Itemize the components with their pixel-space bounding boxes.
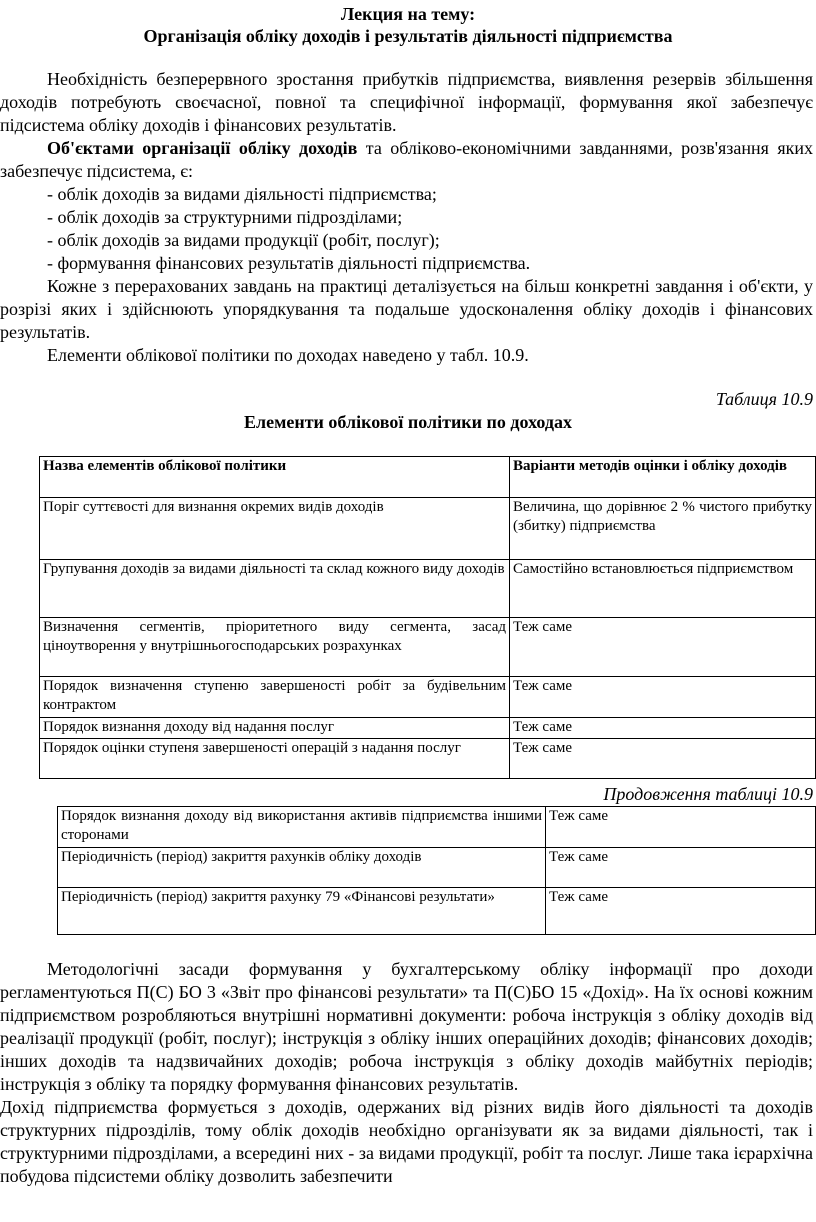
table-row xyxy=(58,807,816,848)
lecture-label: Лекция на тему: xyxy=(340,4,476,24)
table-label: Таблиця 10.9 xyxy=(715,389,813,409)
outro-paragraph-2: Дохід підприємства формується з доходів, одержаних від різних видів його діяльності та доходів структурних підрозділів, тому облік доходів необхідно організувати як за видами діяльності, так і структурними підрозділами, а всередині них - за видами продукції, робіт та послуг. Лише така ієрархічна побудова підсистеми обліку дозволить забезпечити xyxy=(0,1097,813,1186)
outro-paragraph-1: Методологічні засади формування у бухгалтерському обліку інформації про доходи регламентуються П(С) БО 3 «Звіт про фінансові результати» та П(С)БО 15 «Дохід». На їх основі кожним підприємством розробляються внутрішні нормативні документи: робоча інструкція з обліку доходів від реалізації продукції (робіт, послуг); інструкція з обліку інших операційних доходів; фінансових доходів; інших доходів та надзвичайних доходів; робоча інструкція з обліку доходів майбутніх періодів; інструкція з обліку та порядку формування фінансових результатів. xyxy=(0,959,813,1094)
table-cell: Теж саме xyxy=(510,718,816,739)
table-cell: Періодичність (період) закриття рахунків обліку доходів xyxy=(58,848,546,888)
table-cell: Групування доходів за видами діяльності та склад кожного виду доходів xyxy=(40,560,510,618)
table-title: Елементи облікової політики по доходах xyxy=(244,412,572,432)
intro-paragraph-1: Необхідність безперервного зростання прибутків підприємства, виявлення резервів збільшення доходів потребують своєчасної, повної та специфічної інформації, формування якої забезпечує підсистема обліку доходів і фінансових результатів. xyxy=(0,69,813,135)
table-cell: Теж саме xyxy=(546,848,816,888)
table-row xyxy=(40,718,816,739)
table-row xyxy=(58,848,816,888)
table-cell: Теж саме xyxy=(510,739,816,779)
objects-bold-phrase: Об'єктами організації обліку доходів xyxy=(47,138,358,158)
table-cell: Поріг суттєвості для визнання окремих видів доходів xyxy=(40,498,510,560)
objects-rest: та обліково-економічними завданнями, розв'язання яких забезпечує підсистема, є: xyxy=(0,138,813,181)
table-row xyxy=(40,618,816,677)
list-item: - формування фінансових результатів діяльності підприємства. xyxy=(47,253,531,273)
list-item: - облік доходів за видами діяльності підприємства; xyxy=(47,184,437,204)
policy-table-continuation xyxy=(57,806,816,935)
table-row xyxy=(58,888,816,935)
list-item: - облік доходів за видами продукції (робіт, послуг); xyxy=(47,230,440,250)
intro-section xyxy=(0,68,813,367)
list-item: - облік доходів за структурними підрозділами; xyxy=(47,207,403,227)
table-cell: Порядок визнання доходу від надання послуг xyxy=(40,718,510,739)
table-cell: Теж саме xyxy=(510,677,816,718)
table-cell: Теж саме xyxy=(546,888,816,935)
intro-paragraph-3: Кожне з перерахованих завдань на практиці деталізується на більш конкретні завдання і об'єкти, у розрізі яких і здійснюють упорядкування та подальше удосконалення обліку доходів і фінансових результатів. xyxy=(0,276,813,342)
intro-paragraph-2 xyxy=(0,137,813,183)
table-row xyxy=(40,498,816,560)
table-row xyxy=(40,677,816,718)
table-cell: Теж саме xyxy=(546,807,816,848)
table-cell: Порядок оцінки ступеня завершеності операцій з надання послуг xyxy=(40,739,510,779)
table-row xyxy=(40,739,816,779)
table-row xyxy=(40,560,816,618)
table-cell: Порядок визнання доходу від використання активів підприємства іншими сторонами xyxy=(58,807,546,848)
table-cell: Визначення сегментів, пріоритетного виду сегмента, засад ціноутворення у внутрішньогосподарських розрахунках xyxy=(40,618,510,677)
table-cell: Теж саме xyxy=(510,618,816,677)
table-cell: Величина, що дорівнює 2 % чистого прибутку (збитку) підприємства xyxy=(510,498,816,560)
table-header-row xyxy=(40,457,816,498)
lecture-topic: Організація обліку доходів і результатів діяльності підприємства xyxy=(143,26,673,46)
table-continuation-label: Продовження таблиці 10.9 xyxy=(603,784,813,804)
intro-paragraph-4: Елементи облікової політики по доходах наведено у табл. 10.9. xyxy=(47,345,529,365)
policy-table xyxy=(39,456,816,779)
outro-section xyxy=(0,958,813,1188)
table-cell: Порядок визначення ступеню завершеності робіт за будівельним контрактом xyxy=(40,677,510,718)
table-header-cell: Назва елементів облікової політики xyxy=(40,457,510,498)
table-cell: Періодичність (період) закриття рахунку 79 «Фінансові результати» xyxy=(58,888,546,935)
table-cell: Самостійно встановлюється підприємством xyxy=(510,560,816,618)
table-header-cell: Варіанти методів оцінки і обліку доходів xyxy=(510,457,816,498)
